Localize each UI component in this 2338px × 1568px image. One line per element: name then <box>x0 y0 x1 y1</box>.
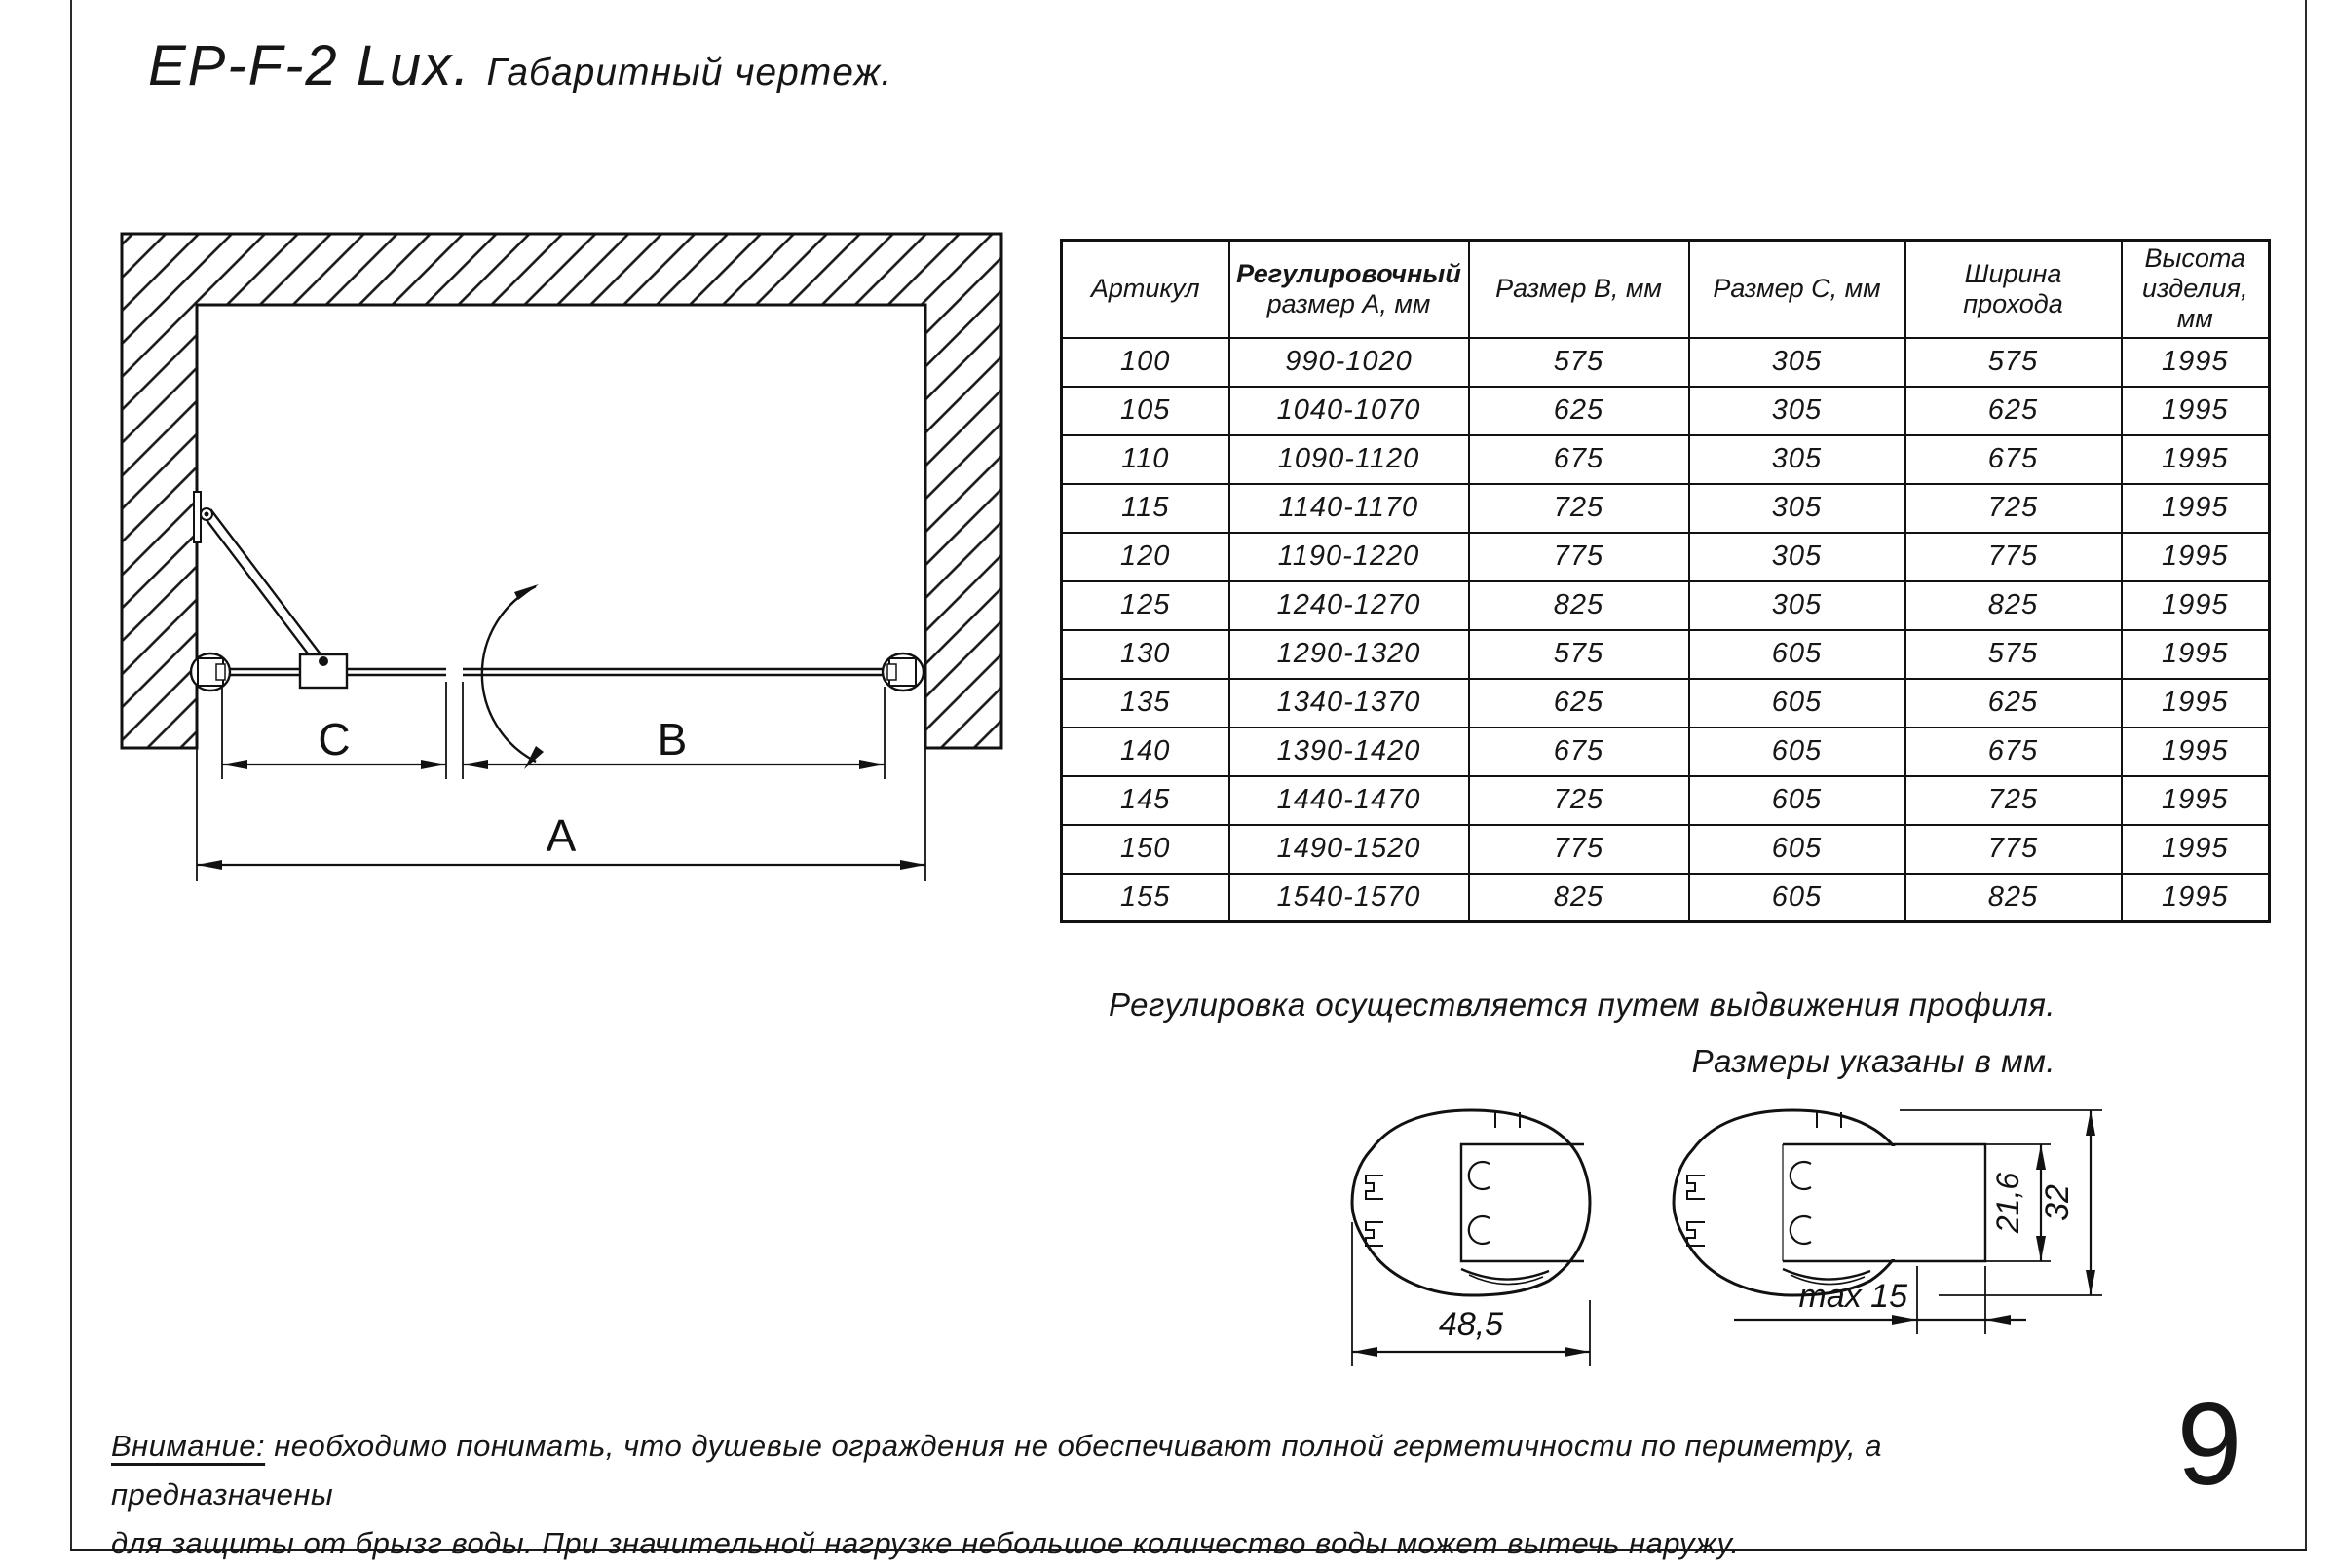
table-cell: 1290-1320 <box>1229 630 1469 679</box>
warning-line-1: Внимание: необходимо понимать, что душевые ограждения не обеспечивают полной герметичности по периметру, а предназначены <box>111 1429 1882 1512</box>
dimension-c <box>222 714 446 769</box>
model-name: EP-F-2 Lux. <box>148 34 471 97</box>
table-cell: 110 <box>1062 435 1229 484</box>
table-row <box>1062 679 2270 728</box>
table-cell: 675 <box>1469 728 1689 776</box>
col-header-adjust: Регулировочный размер А, мм <box>1229 241 1469 338</box>
table-cell: 1440-1470 <box>1229 776 1469 825</box>
page-border-right <box>2305 0 2307 1550</box>
table-cell: 575 <box>1469 338 1689 387</box>
table-cell: 825 <box>1469 874 1689 922</box>
table-cell: 1140-1170 <box>1229 484 1469 533</box>
table-cell: 725 <box>1469 484 1689 533</box>
table-cell: 825 <box>1469 581 1689 630</box>
table-cell: 1240-1270 <box>1229 581 1469 630</box>
col-header-height: Высота изделия, мм <box>2122 241 2270 338</box>
table-cell: 305 <box>1689 581 1905 630</box>
table-cell: 1995 <box>2122 825 2270 874</box>
table-cell: 625 <box>1469 387 1689 435</box>
table-row <box>1062 387 2270 435</box>
table-cell: 120 <box>1062 533 1229 581</box>
dimension-drawing <box>68 136 1052 945</box>
page-title <box>148 33 892 98</box>
table-cell: 775 <box>1905 825 2122 874</box>
table-cell: 625 <box>1905 679 2122 728</box>
page-number: 9 <box>2176 1379 2243 1510</box>
table-cell: 605 <box>1689 776 1905 825</box>
col-header-size-b: Размер В, мм <box>1469 241 1689 338</box>
note-line-1: Регулировка осуществляется путем выдвижения профиля. <box>1108 987 2055 1023</box>
table-row <box>1062 776 2270 825</box>
wall-section <box>122 234 1001 748</box>
table-cell: 1995 <box>2122 338 2270 387</box>
table-cell: 725 <box>1905 776 2122 825</box>
table-cell: 990-1020 <box>1229 338 1469 387</box>
table-cell: 1995 <box>2122 484 2270 533</box>
table-row <box>1062 533 2270 581</box>
table-cell: 605 <box>1689 679 1905 728</box>
table-cell: 145 <box>1062 776 1229 825</box>
table-cell: 825 <box>1905 874 2122 922</box>
table-cell: 1340-1370 <box>1229 679 1469 728</box>
table-cell: 1090-1120 <box>1229 435 1469 484</box>
table-cell: 305 <box>1689 338 1905 387</box>
table-cell: 305 <box>1689 484 1905 533</box>
table-cell: 775 <box>1469 533 1689 581</box>
dimension-a <box>197 810 925 870</box>
table-cell: 150 <box>1062 825 1229 874</box>
table-cell: 675 <box>1905 728 2122 776</box>
col-header-size-c: Размер С, мм <box>1689 241 1905 338</box>
table-cell: 155 <box>1062 874 1229 922</box>
table-row <box>1062 874 2270 922</box>
table-row <box>1062 630 2270 679</box>
table-cell: 675 <box>1905 435 2122 484</box>
table-header-row <box>1062 241 2270 338</box>
note-line-2: Размеры указаны в мм. <box>1691 1043 2055 1079</box>
table-cell: 1040-1070 <box>1229 387 1469 435</box>
table-cell: 105 <box>1062 387 1229 435</box>
table-row <box>1062 484 2270 533</box>
table-cell: 1995 <box>2122 533 2270 581</box>
table-cell: 1995 <box>2122 874 2270 922</box>
left-wall-profile <box>191 653 230 691</box>
table-cell: 125 <box>1062 581 1229 630</box>
dim-label-c: C <box>318 714 351 765</box>
table-cell: 1995 <box>2122 387 2270 435</box>
table-cell: 130 <box>1062 630 1229 679</box>
warning-text <box>111 1422 2040 1568</box>
table-cell: 605 <box>1689 630 1905 679</box>
table-cell: 575 <box>1469 630 1689 679</box>
table-cell: 100 <box>1062 338 1229 387</box>
table-row <box>1062 825 2270 874</box>
title-suffix: Габаритный чертеж. <box>486 52 893 93</box>
table-cell: 305 <box>1689 533 1905 581</box>
table-row <box>1062 338 2270 387</box>
table-cell: 605 <box>1689 728 1905 776</box>
table-row <box>1062 728 2270 776</box>
profile-left <box>1352 1110 1590 1295</box>
profile-right <box>1674 1110 1985 1295</box>
table-cell: 625 <box>1905 387 2122 435</box>
dim-label-inner-height: 21,6 <box>1990 1172 2025 1234</box>
table-cell: 1995 <box>2122 435 2270 484</box>
table-row <box>1062 435 2270 484</box>
table-cell: 775 <box>1905 533 2122 581</box>
table-cell: 1995 <box>2122 776 2270 825</box>
table-cell: 725 <box>1905 484 2122 533</box>
table-cell: 1390-1420 <box>1229 728 1469 776</box>
table-cell: 1490-1520 <box>1229 825 1469 874</box>
table-cell: 1995 <box>2122 581 2270 630</box>
table-cell: 605 <box>1689 825 1905 874</box>
table-cell: 1995 <box>2122 630 2270 679</box>
col-header-article: Артикул <box>1062 241 1229 338</box>
table-cell: 115 <box>1062 484 1229 533</box>
col-header-passage: Ширина прохода <box>1905 241 2122 338</box>
dimension-b <box>463 714 885 769</box>
dim-label-width-total: 48,5 <box>1438 1306 1504 1343</box>
table-cell: 305 <box>1689 387 1905 435</box>
right-wall-profile <box>883 653 924 691</box>
table-cell: 1190-1220 <box>1229 533 1469 581</box>
dim-label-adjust-range: max 15 <box>1798 1278 1907 1315</box>
table-cell: 575 <box>1905 630 2122 679</box>
table-cell: 775 <box>1469 825 1689 874</box>
table-row <box>1062 581 2270 630</box>
table-cell: 1995 <box>2122 728 2270 776</box>
door-swing-arc <box>482 584 544 769</box>
table-cell: 675 <box>1469 435 1689 484</box>
warning-label: Внимание: <box>111 1429 266 1463</box>
warning-line-2: для защиты от брызг воды. При значительной нагрузке небольшое количество воды может вытечь наружу. <box>111 1526 1740 1560</box>
table-cell: 1540-1570 <box>1229 874 1469 922</box>
dim-label-a: A <box>546 810 577 861</box>
table-cell: 575 <box>1905 338 2122 387</box>
dim-label-b: B <box>657 714 688 765</box>
table-cell: 725 <box>1469 776 1689 825</box>
table-cell: 605 <box>1689 874 1905 922</box>
dim-label-outer-height: 32 <box>2039 1184 2076 1221</box>
table-cell: 135 <box>1062 679 1229 728</box>
table-cell: 1995 <box>2122 679 2270 728</box>
table-cell: 625 <box>1469 679 1689 728</box>
table-cell: 305 <box>1689 435 1905 484</box>
table-cell: 140 <box>1062 728 1229 776</box>
profile-cross-sections <box>1315 1066 2133 1402</box>
size-table <box>1060 239 2271 923</box>
table-cell: 825 <box>1905 581 2122 630</box>
